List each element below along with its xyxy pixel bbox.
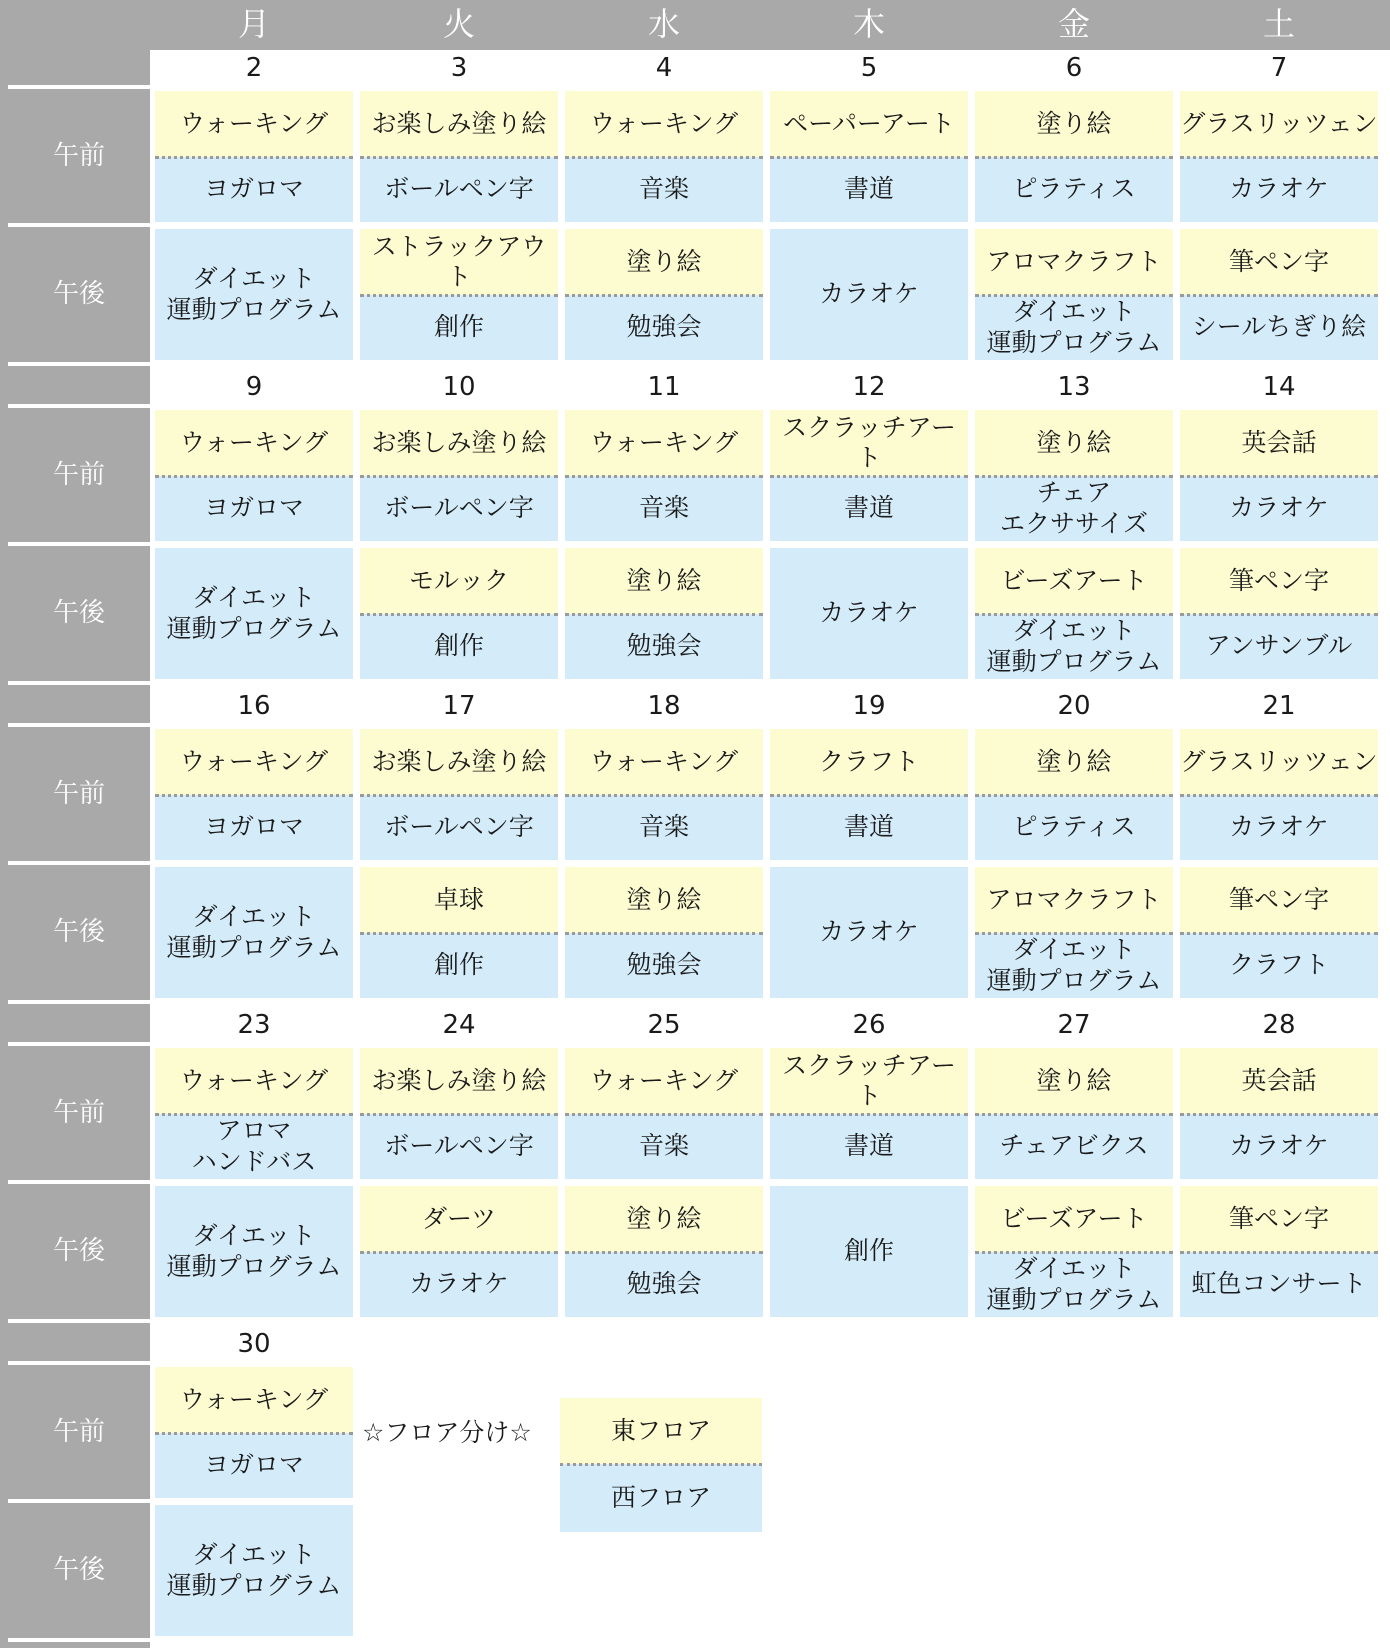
pm-west-activity: 創作 [360, 614, 558, 679]
am-east-activity: 英会話 [1180, 410, 1378, 476]
pm-west-activity: カラオケ [770, 867, 968, 998]
am-east-activity: ウォーキング [155, 410, 353, 476]
am-west-activity: ボールペン字 [360, 157, 558, 222]
date-cell: 14 [1180, 371, 1378, 405]
am-session-label: 午前 [52, 140, 105, 171]
date-cell: 28 [1180, 1009, 1378, 1043]
pm-west-activity: 勉強会 [565, 295, 763, 360]
floor-divider [565, 932, 763, 935]
floor-divider [360, 156, 558, 159]
pm-east-activity: 塗り絵 [565, 229, 763, 295]
pm-west-activity: ダイエット 運動プログラム [975, 1252, 1173, 1317]
floor-divider [155, 794, 353, 797]
floor-divider [360, 1113, 558, 1116]
am-west-activity: ヨガロマ [155, 476, 353, 541]
date-cell [565, 1328, 763, 1362]
am-session-label: 午前 [52, 459, 105, 490]
pm-west-activity: アンサンブル [1180, 614, 1378, 679]
date-cell [975, 1328, 1173, 1362]
floor-divider [565, 794, 763, 797]
week-separator [8, 1319, 150, 1323]
date-cell: 12 [770, 371, 968, 405]
am-west-activity: ピラティス [975, 157, 1173, 222]
pm-west-activity: 勉強会 [565, 614, 763, 679]
date-cell: 2 [155, 52, 353, 86]
pm-east-activity: 筆ペン字 [1180, 548, 1378, 614]
floor-divider [360, 1251, 558, 1254]
weekday-header: 水 [647, 5, 680, 44]
week-separator [8, 1042, 150, 1046]
week-separator [8, 681, 150, 685]
date-cell: 5 [770, 52, 968, 86]
am-east-activity: グラスリッツェン [1180, 91, 1378, 157]
floor-divider [565, 475, 763, 478]
week-separator [8, 404, 150, 408]
am-east-activity: ウォーキング [565, 91, 763, 157]
pm-west-activity: クラフト [1180, 933, 1378, 998]
am-west-activity: ボールペン字 [360, 476, 558, 541]
floor-divider [1180, 1113, 1378, 1116]
session-separator [8, 223, 150, 227]
floor-divider [975, 613, 1173, 616]
floor-divider [770, 475, 968, 478]
pm-west-activity: ダイエット 運動プログラム [155, 548, 353, 679]
pm-session-label: 午後 [52, 1554, 105, 1585]
date-cell: 13 [975, 371, 1173, 405]
am-east-activity: 塗り絵 [975, 91, 1173, 157]
pm-west-activity: ダイエット 運動プログラム [975, 933, 1173, 998]
week-separator [8, 1361, 150, 1365]
pm-west-activity: ダイエット 運動プログラム [975, 295, 1173, 360]
am-east-activity: クラフト [770, 729, 968, 795]
pm-west-activity: 創作 [770, 1186, 968, 1317]
floor-divider [1180, 613, 1378, 616]
floor-divider [975, 156, 1173, 159]
pm-west-activity: ダイエット 運動プログラム [155, 867, 353, 998]
pm-session-label: 午後 [52, 597, 105, 628]
floor-divider [975, 475, 1173, 478]
date-cell: 10 [360, 371, 558, 405]
am-east-activity: グラスリッツェン [1180, 729, 1378, 795]
date-cell: 26 [770, 1009, 968, 1043]
pm-west-activity: 勉強会 [565, 933, 763, 998]
am-west-activity: ヨガロマ [155, 157, 353, 222]
session-separator [8, 542, 150, 546]
floor-divider [1180, 794, 1378, 797]
am-east-activity: お楽しみ塗り絵 [360, 91, 558, 157]
date-cell: 18 [565, 690, 763, 724]
am-west-activity: 音楽 [565, 795, 763, 860]
weekday-header: 木 [852, 5, 885, 44]
pm-east-activity: 筆ペン字 [1180, 1186, 1378, 1252]
pm-west-activity: 創作 [360, 295, 558, 360]
floor-divider [975, 1113, 1173, 1116]
pm-east-activity: アロマクラフト [975, 229, 1173, 295]
floor-divider [565, 1251, 763, 1254]
am-west-activity: カラオケ [1180, 795, 1378, 860]
week-separator [8, 1000, 150, 1004]
am-west-activity: 書道 [770, 476, 968, 541]
am-east-activity: ウォーキング [155, 1048, 353, 1114]
pm-west-activity: ダイエット 運動プログラム [155, 1505, 353, 1636]
floor-divider [1180, 156, 1378, 159]
am-west-activity: 書道 [770, 157, 968, 222]
pm-west-activity: 創作 [360, 933, 558, 998]
date-cell: 19 [770, 690, 968, 724]
floor-divider [975, 1251, 1173, 1254]
am-east-activity: 塗り絵 [975, 729, 1173, 795]
week-separator [8, 362, 150, 366]
am-west-activity: カラオケ [1180, 476, 1378, 541]
pm-east-activity: 塗り絵 [565, 1186, 763, 1252]
am-west-activity: ピラティス [975, 795, 1173, 860]
pm-session-label: 午後 [52, 916, 105, 947]
am-west-activity: チェアビクス [975, 1114, 1173, 1179]
session-separator [8, 1499, 150, 1503]
date-cell: 11 [565, 371, 763, 405]
week-separator [8, 723, 150, 727]
am-east-activity: ウォーキング [155, 729, 353, 795]
am-west-activity: ヨガロマ [155, 1433, 353, 1498]
floor-divider [155, 475, 353, 478]
date-cell: 3 [360, 52, 558, 86]
pm-west-activity: ダイエット 運動プログラム [155, 1186, 353, 1317]
session-separator [8, 861, 150, 865]
floor-divider [1180, 932, 1378, 935]
weekday-header: 火 [442, 5, 475, 44]
am-session-label: 午前 [52, 778, 105, 809]
am-east-activity: ペーパーアート [770, 91, 968, 157]
floor-divider [975, 294, 1173, 297]
am-east-activity: 英会話 [1180, 1048, 1378, 1114]
am-west-activity: 音楽 [565, 1114, 763, 1179]
date-cell: 21 [1180, 690, 1378, 724]
pm-session-label: 午後 [52, 1235, 105, 1266]
am-east-activity: スクラッチアート [770, 410, 968, 476]
date-cell: 7 [1180, 52, 1378, 86]
floor-divider [360, 794, 558, 797]
floor-divider [975, 794, 1173, 797]
weekday-header: 月 [237, 5, 270, 44]
floor-divider [155, 156, 353, 159]
am-east-activity: ウォーキング [155, 1367, 353, 1433]
am-east-activity: ウォーキング [565, 1048, 763, 1114]
week-separator [8, 85, 150, 89]
pm-east-activity: モルック [360, 548, 558, 614]
pm-east-activity: ストラックアウト [360, 229, 558, 295]
floor-divider [565, 156, 763, 159]
pm-session-label: 午後 [52, 278, 105, 309]
floor-divider [565, 613, 763, 616]
floor-divider [360, 613, 558, 616]
pm-west-activity: 勉強会 [565, 1252, 763, 1317]
am-west-activity: 書道 [770, 795, 968, 860]
floor-divider [770, 156, 968, 159]
pm-east-activity: 筆ペン字 [1180, 867, 1378, 933]
pm-west-activity: カラオケ [770, 229, 968, 360]
am-east-activity: ウォーキング [565, 729, 763, 795]
am-west-activity: カラオケ [1180, 1114, 1378, 1179]
am-west-activity: 音楽 [565, 476, 763, 541]
am-east-activity: お楽しみ塗り絵 [360, 1048, 558, 1114]
am-east-activity: 塗り絵 [975, 410, 1173, 476]
date-cell [1180, 1328, 1378, 1362]
date-cell: 30 [155, 1328, 353, 1362]
pm-west-activity: ダイエット 運動プログラム [155, 229, 353, 360]
left-edge-strip [0, 0, 8, 1648]
floor-divider [770, 1113, 968, 1116]
floor-divider [1180, 475, 1378, 478]
pm-east-activity: ビーズアート [975, 548, 1173, 614]
am-east-activity: ウォーキング [565, 410, 763, 476]
pm-west-activity: カラオケ [770, 548, 968, 679]
date-cell: 6 [975, 52, 1173, 86]
am-west-activity: 書道 [770, 1114, 968, 1179]
date-cell: 20 [975, 690, 1173, 724]
am-west-activity: ヨガロマ [155, 795, 353, 860]
weekday-header: 土 [1262, 5, 1295, 44]
date-cell [770, 1328, 968, 1362]
pm-east-activity: 卓球 [360, 867, 558, 933]
legend-east-floor: 東フロア [560, 1398, 762, 1464]
pm-east-activity: アロマクラフト [975, 867, 1173, 933]
floor-divider [360, 475, 558, 478]
date-cell [360, 1328, 558, 1362]
floor-divider [155, 1432, 353, 1435]
am-session-label: 午前 [52, 1097, 105, 1128]
am-west-activity: ボールペン字 [360, 1114, 558, 1179]
am-west-activity: 音楽 [565, 157, 763, 222]
date-cell: 9 [155, 371, 353, 405]
am-west-activity: カラオケ [1180, 157, 1378, 222]
pm-east-activity: 筆ペン字 [1180, 229, 1378, 295]
floor-divider [360, 294, 558, 297]
session-separator [8, 1180, 150, 1184]
date-cell: 24 [360, 1009, 558, 1043]
date-cell: 16 [155, 690, 353, 724]
floor-divider [1180, 294, 1378, 297]
pm-west-activity: シールちぎり絵 [1180, 295, 1378, 360]
am-east-activity: スクラッチアート [770, 1048, 968, 1114]
floor-divider [565, 1113, 763, 1116]
date-cell: 17 [360, 690, 558, 724]
date-cell: 25 [565, 1009, 763, 1043]
pm-west-activity: 虹色コンサート [1180, 1252, 1378, 1317]
pm-west-activity: カラオケ [360, 1252, 558, 1317]
pm-east-activity: 塗り絵 [565, 548, 763, 614]
pm-west-activity: ダイエット 運動プログラム [975, 614, 1173, 679]
weekday-header: 金 [1057, 5, 1090, 44]
am-east-activity: ウォーキング [155, 91, 353, 157]
date-cell: 23 [155, 1009, 353, 1043]
floor-divider [770, 794, 968, 797]
floor-divider [560, 1463, 762, 1466]
date-cell: 4 [565, 52, 763, 86]
legend-west-floor: 西フロア [560, 1464, 762, 1532]
am-east-activity: 塗り絵 [975, 1048, 1173, 1114]
am-west-activity: ボールペン字 [360, 795, 558, 860]
week-separator [8, 1638, 150, 1642]
floor-divider [565, 294, 763, 297]
date-cell: 27 [975, 1009, 1173, 1043]
pm-east-activity: 塗り絵 [565, 867, 763, 933]
pm-east-activity: ビーズアート [975, 1186, 1173, 1252]
am-west-activity: チェア エクササイズ [975, 476, 1173, 541]
am-east-activity: お楽しみ塗り絵 [360, 410, 558, 476]
floor-legend-title: ☆フロア分け☆ [362, 1417, 532, 1447]
pm-east-activity: ダーツ [360, 1186, 558, 1252]
am-east-activity: お楽しみ塗り絵 [360, 729, 558, 795]
floor-divider [155, 1113, 353, 1116]
floor-divider [1180, 1251, 1378, 1254]
am-west-activity: アロマ ハンドバス [155, 1114, 353, 1179]
floor-divider [975, 932, 1173, 935]
floor-divider [360, 932, 558, 935]
am-session-label: 午前 [52, 1416, 105, 1447]
